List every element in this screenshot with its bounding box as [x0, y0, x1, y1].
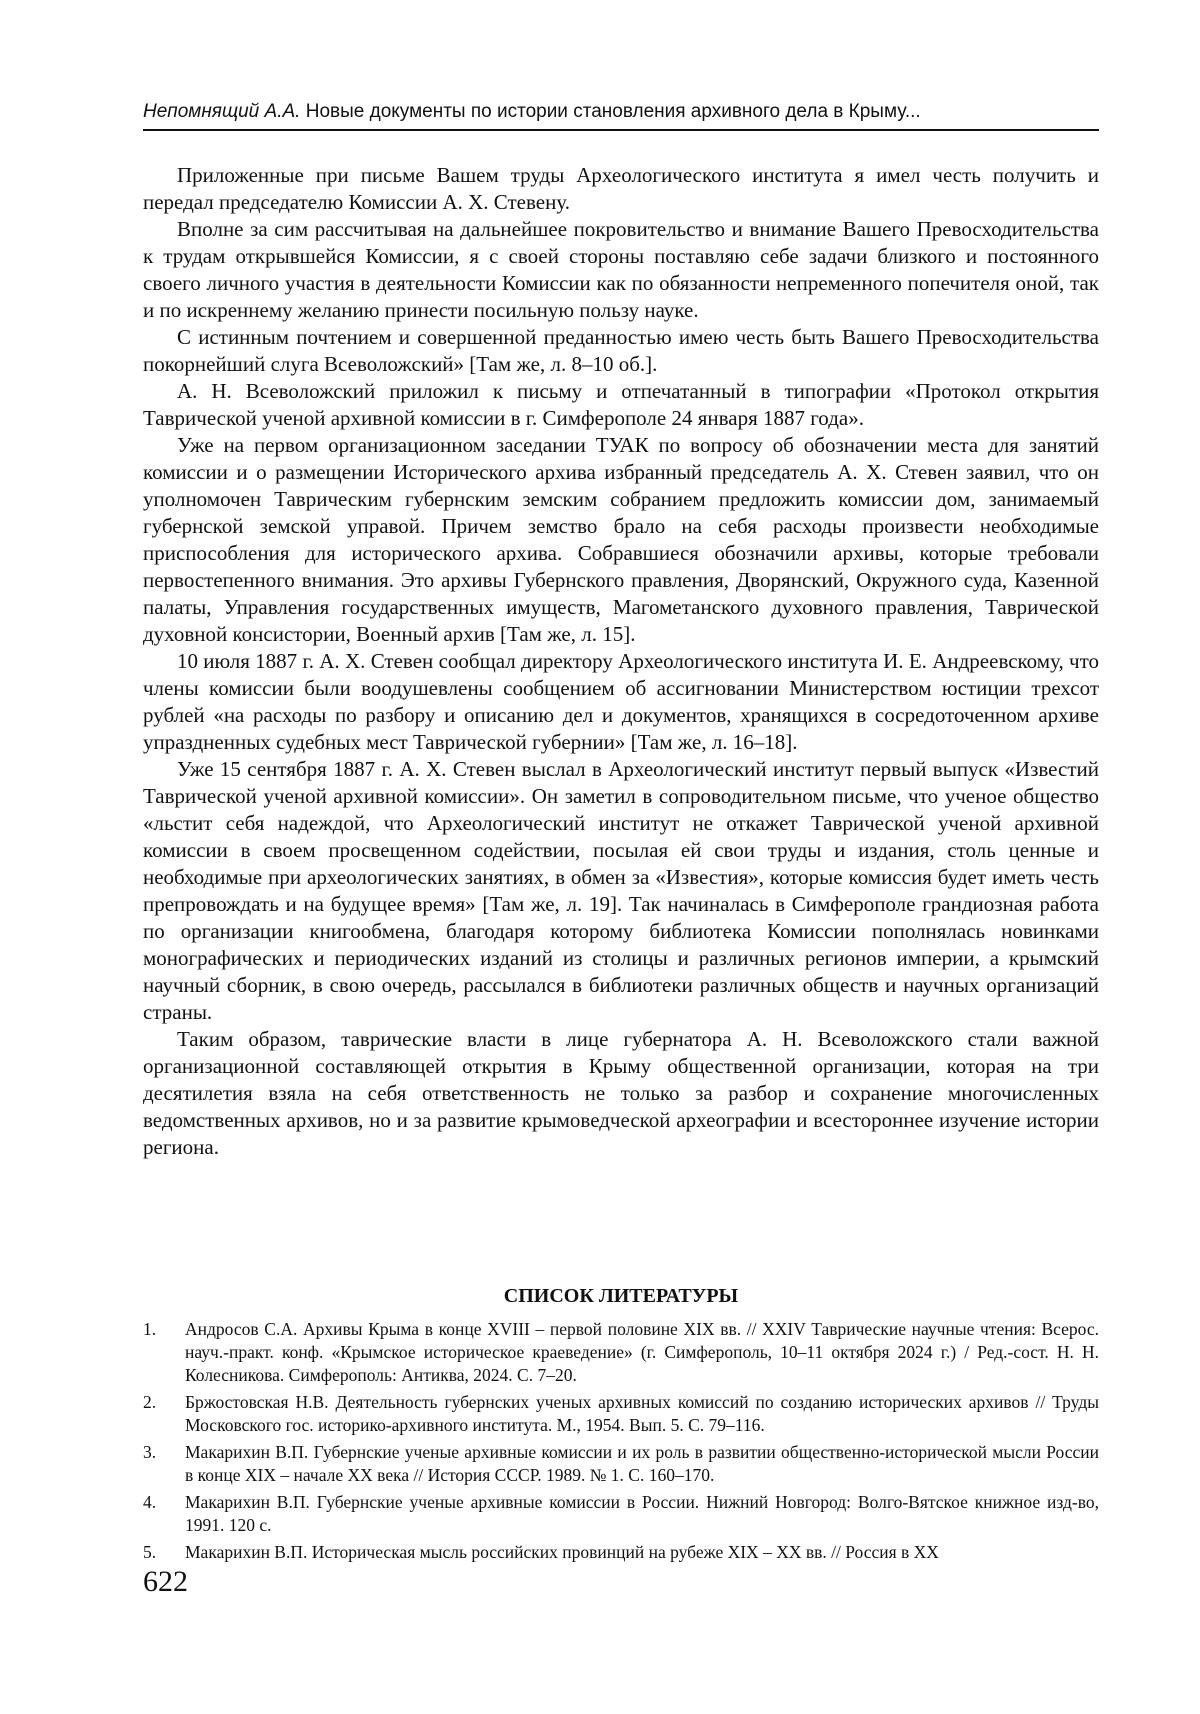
paragraph: Вполне за сим рассчитывая на дальнейшее покровительство и внимание Вашего Превосходительства к трудам открывшейся Комиссии, я с своей стороны поставляю себе задачи близкого и постоянного своего личного участия в деятельности Комиссии как по обязанности непременного попечителя оной, так и по искреннему желанию принести посильную пользу науке. [143, 217, 1099, 322]
reference-number: 5. [143, 1542, 157, 1562]
paragraph: Таким образом, таврические власти в лице губернатора А. Н. Всеволожского стали важной организационной составляющей открытия в Крыму общественной организации, которая на три десятилетия взяла на себя ответственность не только за разбор и сохранение многочисленных ведомственных архивов, но и за развитие крымоведческой археографии и всестороннее изучение истории региона. [143, 1027, 1099, 1159]
article-body [143, 162, 1099, 1161]
paragraph: 10 июля 1887 г. А. Х. Стевен сообщал директору Археологического института И. Е. Андреевскому, что члены комиссии были воодушевлены сообщением об ассигновании Министерством юстиции трехсот рублей «на расходы по разбору и описанию дел и документов, хранящихся в сосредоточенном архиве упраздненных судебных мест Таврической губернии» [Там же, л. 16–18]. [143, 649, 1099, 754]
reference-number: 1. [143, 1319, 157, 1339]
reference-text: Макарихин В.П. Историческая мысль российских провинций на рубеже XIX – XX вв. // Россия в XX [185, 1542, 939, 1562]
reference-item [143, 1441, 1099, 1487]
header-author: Непомнящий А.А. [143, 101, 301, 122]
paragraph: Уже 15 сентября 1887 г. А. Х. Стевен выслал в Археологический институт первый выпуск «Известий Таврической ученой архивной комиссии». Он заметил в сопроводительном письме, что ученое общество «льстит себя надеждой, что Археологический институт не откажет Таврической ученой архивной комиссии в своем просвещенном содействии, посылая ей свои труды и издания, столь ценные и необходимые при археологических занятиях, в обмен за «Известия», которые комиссия будет иметь честь препровождать и на будущее время» [Там же, л. 19]. Так начиналась в Симферополе грандиозная работа по организации книгообмена, благодаря которому библиотека Комиссии пополнялась новинками монографических и периодических изданий из столицы и различных регионов империи, а крымский научный сборник, в свою очередь, рассылался в библиотеки различных обществ и научных организаций страны. [143, 757, 1099, 1024]
reference-text: Бржостовская Н.В. Деятельность губернских ученых архивных комиссий по созданию исторических архивов // Труды Московского гос. историко-архивного института. М., 1954. Вып. 5. С. 79–116. [185, 1392, 1099, 1435]
reference-item [143, 1318, 1099, 1387]
header-title: Новые документы по истории становления архивного дела в Крыму... [305, 101, 921, 122]
paragraph: А. Н. Всеволожский приложил к письму и отпечатанный в типографии «Протокол открытия Таврической ученой архивной комиссии в г. Симферополе 24 января 1887 года». [143, 379, 1099, 430]
references-list [143, 1318, 1099, 1568]
reference-item [143, 1391, 1099, 1437]
paragraph: Уже на первом организационном заседании ТУАК по вопросу об обозначении места для занятий комиссии и о размещении Исторического архива избранный председатель А. Х. Стевен заявил, что он уполномочен Таврическим губернским земским собранием предложить комиссии дом, занимаемый губернской земской управой. Причем земство брало на себя расходы произвести необходимые приспособления для исторического архива. Собравшиеся обозначили архивы, которые требовали первостепенного внимания. Это архивы Губернского правления, Дворянский, Окружного суда, Казенной палаты, Управления государственных имуществ, Магометанского духовного правления, Таврической духовной консистории, Военный архив [Там же, л. 15]. [143, 433, 1099, 646]
reference-item [143, 1541, 1099, 1564]
reference-number: 3. [143, 1442, 157, 1462]
reference-number: 2. [143, 1392, 157, 1412]
paragraph: С истинным почтением и совершенной преданностью имею честь быть Вашего Превосходительства покорнейший слуга Всеволожский» [Там же, л. 8–10 об.]. [143, 325, 1099, 376]
reference-text: Макарихин В.П. Губернские ученые архивные комиссии и их роль в развитии общественно-исторической мысли России в конце XIX – начале XX века // История СССР. 1989. № 1. С. 160–170. [185, 1442, 1099, 1485]
reference-text: Макарихин В.П. Губернские ученые архивные комиссии в России. Нижний Новгород: Волго-Вятское книжное изд-во, 1991. 120 с. [185, 1492, 1099, 1535]
paragraph: Приложенные при письме Вашем труды Археологического института я имел честь получить и передал председателю Комиссии А. Х. Стевену. [143, 163, 1099, 214]
running-header [143, 100, 1099, 131]
page-number: 622 [143, 1565, 188, 1598]
reference-item [143, 1491, 1099, 1537]
reference-text: Андросов С.А. Архивы Крыма в конце XVIII – первой половине XIX вв. // XXIV Таврические научные чтения: Всерос. науч.-практ. конф. «Крымское историческое краеведение» (г. Симферополь, 10–11 октября 2024 г.) / Ред.-сост. Н. Н. Колесникова. Симферополь: Антиква, 2024. С. 7–20. [185, 1319, 1099, 1385]
reference-number: 4. [143, 1492, 157, 1512]
references-title: СПИСОК ЛИТЕРАТУРЫ [503, 1285, 739, 1307]
